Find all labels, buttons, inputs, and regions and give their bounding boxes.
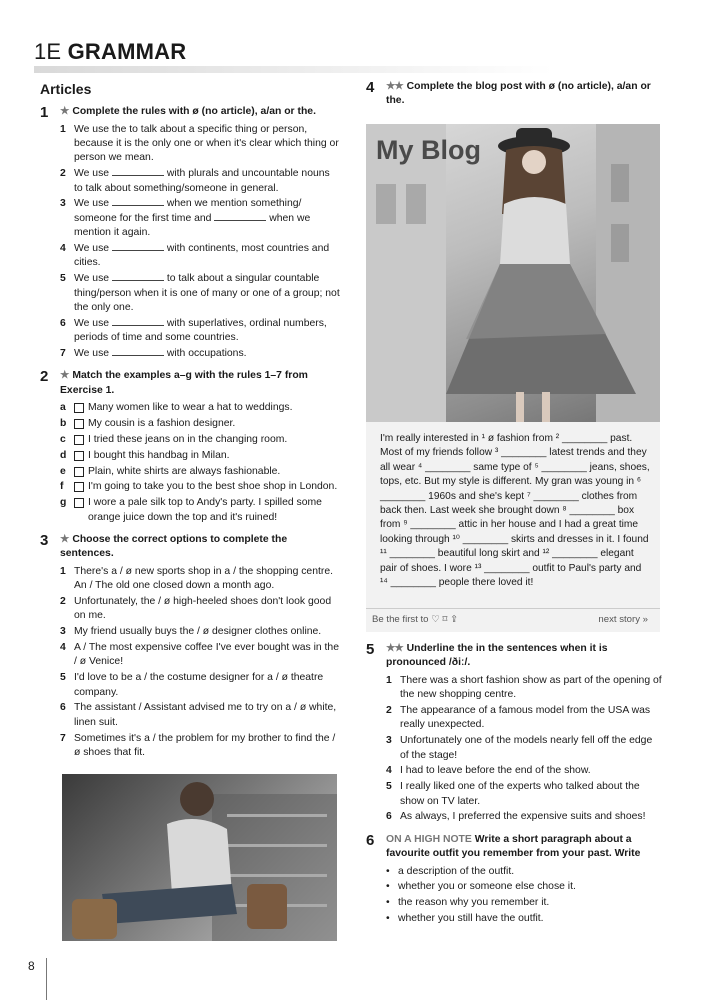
list-item: 1 We use the to talk about a specific thing or person, because it is the only one or when it's clear which thing or person we mean. <box>60 123 339 164</box>
answer-blank[interactable] <box>112 347 164 356</box>
answer-blank[interactable] <box>112 242 164 251</box>
list-item: 1 There was a short fashion show as part of the opening of the new shopping centre. <box>386 674 662 701</box>
answer-blank[interactable] <box>112 272 164 281</box>
blog-post-text: I'm really interested in ¹ ø fashion from ² ________ past. Most of my friends follow ³ ________ latest trends and they all wear ⁴ ________ same type of ⁵ ________ jeans, shoes, tops, etc. But my style is different. My gran was young in ⁶ ________ 1960s and she's kept ⁷ ________ clothes from back then. Last week she brought down ⁸ ________ box from ⁹ ________ attic in her house and I had a great time looking through ¹⁰ ________ skirts and dresses in it. I found ¹¹ ________ beautiful long skirt and ¹² ________ elegant pair of shoes. I wore ¹³ ________ outfit to Paul's party and ¹⁴ ________ people there loved it! <box>380 433 650 589</box>
list-item: a Many women like to wear a hat to weddings. <box>60 402 293 414</box>
heart-icon[interactable]: ♡ <box>431 614 440 625</box>
exercise-6 <box>366 833 662 927</box>
header-word: GRAMMAR <box>67 39 187 64</box>
star-icon: ★ <box>60 106 69 118</box>
exercise-instruction: ★★ Complete the blog post with ø (no article), a/an or the. <box>386 81 651 107</box>
checkbox[interactable] <box>74 451 84 461</box>
list-item: 4 A / The most expensive coffee I've ever bought was in the / ø Venice! <box>60 642 339 668</box>
exercise-1 <box>40 105 340 361</box>
list-item: • the reason why you remember it. <box>386 896 662 910</box>
header-title <box>34 38 554 66</box>
page-number: 8 <box>28 959 35 973</box>
list-item: 3 My friend usually buys the / ø designer clothes online. <box>60 626 322 638</box>
star-icon: ★★ <box>386 643 403 654</box>
blog-logo: My Blog <box>376 135 481 165</box>
list-item: 6 We use with superlatives, ordinal numbers, periods of time and some countries. <box>60 317 327 344</box>
header-code: 1E <box>34 39 62 64</box>
star-icon: ★ <box>60 534 69 546</box>
list-item: f I'm going to take you to the best shoe shop in London. <box>60 481 338 493</box>
left-column <box>40 80 340 768</box>
list-item: 6 As always, I preferred the expensive suits and shoes! <box>386 811 646 823</box>
list-item: 5 I really liked one of the experts who talked about the show on TV later. <box>386 781 640 807</box>
star-icon: ★★ <box>386 81 403 92</box>
exercise-instruction: ★ Match the examples a–g with the rules 1–7 from Exercise 1. <box>60 370 308 396</box>
share-icon[interactable]: ⇪ <box>450 614 459 625</box>
exercise-3 <box>40 533 340 760</box>
blog-footer <box>366 608 660 630</box>
list-item: • whether you still have the outfit. <box>386 912 662 926</box>
exercise-number: 4 <box>366 79 375 96</box>
list-item: 3 We use when we mention something/ someone for the first time and when we mention it again. <box>60 198 311 239</box>
page-rule <box>46 958 47 1000</box>
list-item: c I tried these jeans on in the changing room. <box>60 433 288 445</box>
list-item: 2 The appearance of a famous model from the USA was really unexpected. <box>386 704 651 731</box>
exercise-instruction: ★ Complete the rules with ø (no article), a/an or the. <box>60 106 316 118</box>
list-item: 1 There's a / ø new sports shop in a / the shopping centre. An / The old one closed down a month ago. <box>60 565 334 592</box>
list-item: 5 We use to talk about a singular countable thing/person when it is one of many or one of a group; not the only one. <box>60 273 340 313</box>
answer-blank[interactable] <box>214 212 266 221</box>
exercise-2 <box>40 369 340 525</box>
list-item: • whether you or someone else chose it. <box>386 880 662 894</box>
exercise-number: 6 <box>366 831 375 849</box>
high-note-tag: ON A HIGH NOTE <box>386 833 472 845</box>
right-column-lower <box>366 642 662 934</box>
shoe-shop-photo <box>62 774 337 941</box>
checkbox[interactable] <box>74 498 84 508</box>
list-item: 2 We use with plurals and uncountable nouns to talk about something/someone in general. <box>60 168 330 194</box>
list-item: 7 Sometimes it's a / the problem for my brother to find the / ø shoes that fit. <box>60 732 336 759</box>
list-item: d I bought this handbag in Milan. <box>60 449 230 461</box>
list-item: 7 We use with occupations. <box>60 348 247 360</box>
list-item: e Plain, white shirts are always fashionable. <box>60 465 281 477</box>
next-story-link[interactable]: next story » <box>598 614 648 625</box>
right-column <box>366 80 662 117</box>
list-item: 4 I had to leave before the end of the show. <box>386 765 591 777</box>
page-header <box>34 38 554 72</box>
exercise-instruction: ★★ Underline the in the sentences when it is pronounced /ðiː/. <box>386 643 608 669</box>
answer-blank[interactable] <box>112 317 164 326</box>
header-bar <box>34 66 554 73</box>
exercise-number: 1 <box>40 104 49 122</box>
checkbox[interactable] <box>74 403 84 413</box>
answer-blank[interactable] <box>112 197 164 206</box>
exercise-instruction: ON A HIGH NOTE Write a short paragraph about a favourite outfit you remember from your past. Write <box>386 833 641 860</box>
person-illustration <box>62 774 337 941</box>
exercise-5 <box>366 642 662 825</box>
list-item: 2 Unfortunately, the / ø high-heeled shoes don't look good on me. <box>60 595 332 622</box>
checkbox[interactable] <box>74 467 84 477</box>
list-item: 3 Unfortunately one of the models nearly fell off the edge of the stage! <box>386 735 653 761</box>
checkbox[interactable] <box>74 419 84 429</box>
exercise-number: 5 <box>366 641 375 658</box>
exercise-instruction: ★ Choose the correct options to complete the sentences. <box>60 534 288 560</box>
section-title: Articles <box>40 81 92 97</box>
list-item: g I wore a pale silk top to Andy's party. I spilled some orange juice down the top and it's ruined! <box>60 497 322 523</box>
blog-card <box>366 124 660 632</box>
checkbox[interactable] <box>74 435 84 445</box>
list-item: 5 I'd love to be a / the costume designer for a / ø theatre company. <box>60 672 324 698</box>
list-item: 4 We use with continents, most countries and cities. <box>60 243 330 269</box>
list-item: • a description of the outfit. <box>386 865 662 879</box>
exercise-number: 2 <box>40 368 49 386</box>
answer-blank[interactable] <box>112 167 164 176</box>
list-item: 6 The assistant / Assistant advised me to try on a / ø white, linen suit. <box>60 702 337 728</box>
exercise-4 <box>366 80 662 109</box>
list-item: b My cousin is a fashion designer. <box>60 418 236 429</box>
checkbox[interactable] <box>74 482 84 492</box>
blog-footer-left: Be the first to ♡ ⌑ ⇪ <box>372 614 459 625</box>
bookmark-icon[interactable]: ⌑ <box>442 614 448 625</box>
exercise-number: 3 <box>40 532 49 550</box>
blog-photo <box>366 124 660 422</box>
star-icon: ★ <box>60 370 69 382</box>
